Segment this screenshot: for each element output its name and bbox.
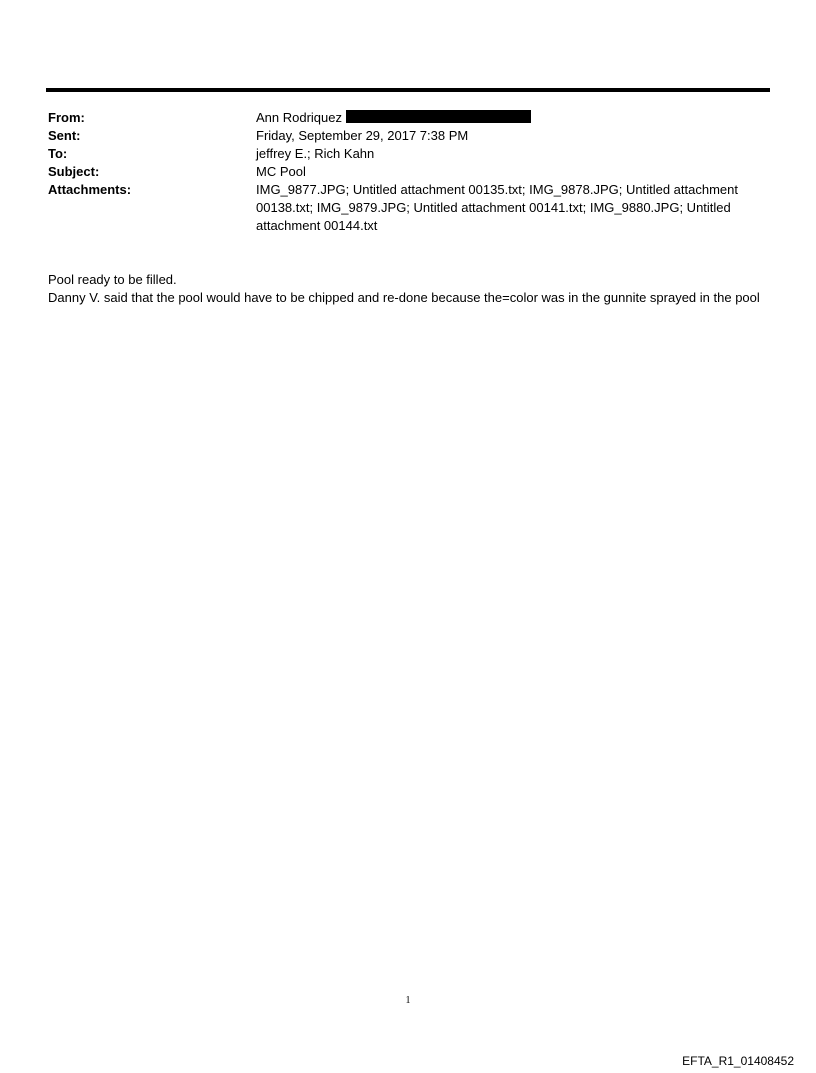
subject-row — [48, 163, 768, 181]
attachments-label: Attachments: — [48, 182, 132, 197]
body-line-2: Danny V. said that the pool would have to be chipped and re-done because the=color was in the gunnite sprayed in the pool — [48, 290, 760, 305]
sent-label: Sent: — [48, 128, 81, 143]
redaction-bar — [346, 110, 531, 123]
from-row — [48, 109, 768, 127]
email-body — [48, 271, 768, 307]
page-number: 1 — [405, 995, 411, 1006]
body-line-1: Pool ready to be filled. — [48, 272, 177, 287]
sent-value: Friday, September 29, 2017 7:38 PM — [256, 128, 469, 143]
attachments-value: IMG_9877.JPG; Untitled attachment 00135.txt; IMG_9878.JPG; Untitled attachment 00138.txt; IMG_9879.JPG; Untitled attachment 00141.txt; IMG_9880.JPG; Untitled attachment 00144.txt — [256, 182, 738, 233]
document-id: EFTA_R1_01408452 — [682, 1054, 794, 1068]
from-value-container — [256, 109, 768, 127]
subject-label: Subject: — [48, 164, 100, 179]
from-label: From: — [48, 110, 85, 125]
to-value: jeffrey E.; Rich Kahn — [256, 146, 375, 161]
attachments-row — [48, 181, 768, 235]
header-divider — [46, 88, 770, 92]
subject-value: MC Pool — [256, 164, 306, 179]
sent-row — [48, 127, 768, 145]
email-header — [48, 109, 768, 235]
to-label: To: — [48, 146, 68, 161]
from-value: Ann Rodriquez — [256, 110, 342, 125]
to-row — [48, 145, 768, 163]
